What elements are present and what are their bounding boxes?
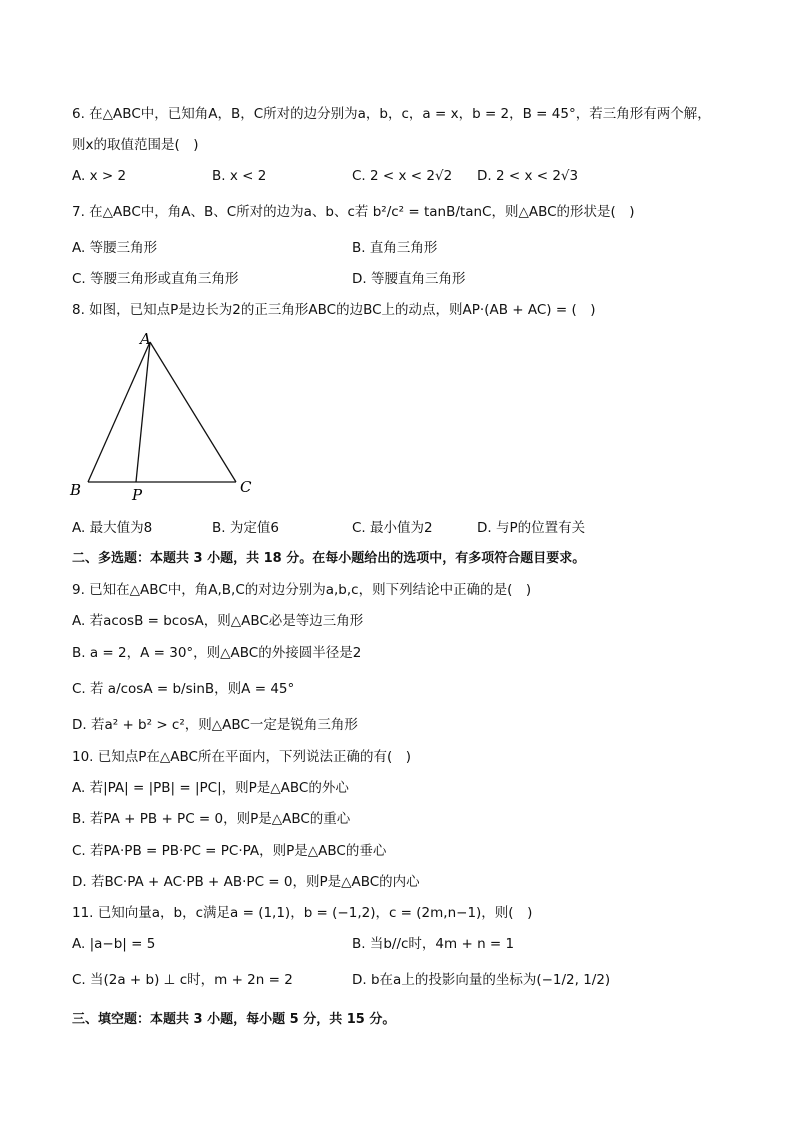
label-c: C [240, 478, 252, 496]
q10-option-a: A. 若|PA| = |PB| = |PC|，则P是△ABC的外心 [72, 780, 349, 796]
q8-option-b: B. 为定值6 [212, 520, 279, 536]
q11-option-d: D. b在a上的投影向量的坐标为(−1/2, 1/2) [352, 972, 611, 988]
q8-option-d: D. 与P的位置有关 [477, 520, 586, 536]
q10-option-d: D. 若BC·PA + AC·PB + AB·PC = 0，则P是△ABC的内心 [72, 874, 420, 890]
q9-option-b: B. a = 2，A = 30°，则△ABC的外接圆半径是2 [72, 645, 362, 661]
q9-option-d: D. 若a² + b² > c²，则△ABC一定是锐角三角形 [72, 717, 358, 733]
q10-stem: 10. 已知点P在△ABC所在平面内，下列说法正确的有( ) [72, 749, 412, 765]
q6-stem-line1: 6. 在△ABC中，已知角A，B，C所对的边分别为a，b，c，a = x，b = 2，B = 45°，若三角形有两个解， [72, 106, 711, 122]
segment-ap [136, 342, 150, 482]
q6-option-d: D. 2 < x < 2√3 [477, 168, 579, 184]
side-ab [88, 342, 150, 482]
q9-stem: 9. 已知在△ABC中，角A,B,C的对边分别为a,b,c，则下列结论中正确的是( ) [72, 582, 532, 598]
q11-stem: 11. 已知向量a，b，c满足a = (1,1)，b = (−1,2)，c = (2m,n−1)，则( ) [72, 905, 533, 921]
q8-option-c: C. 最小值为2 [352, 520, 433, 536]
q7-option-b: B. 直角三角形 [352, 240, 438, 256]
q6-stem-line2: 则x的取值范围是( ) [72, 137, 199, 153]
q9-option-c: C. 若 a/cosA = b/sinB，则A = 45° [72, 681, 295, 697]
q6-option-b: B. x < 2 [212, 168, 267, 184]
q10-option-b: B. 若PA + PB + PC = 0，则P是△ABC的重心 [72, 811, 351, 827]
q11-option-b: B. 当b//c时，4m + n = 1 [352, 936, 515, 952]
q6-option-c: C. 2 < x < 2√2 [352, 168, 453, 184]
q8-stem: 8. 如图，已知点P是边长为2的正三角形ABC的边BC上的动点，则AP·(AB + AC) = ( ) [72, 302, 596, 318]
q6-option-a: A. x > 2 [72, 168, 127, 184]
label-p: P [132, 486, 143, 504]
section-3-heading: 三、填空题：本题共 3 小题，每小题 5 分，共 15 分。 [72, 1012, 396, 1027]
q10-option-c: C. 若PA·PB = PB·PC = PC·PA，则P是△ABC的垂心 [72, 843, 387, 859]
side-ac [150, 342, 236, 482]
q9-option-a: A. 若acosB = bcosA，则△ABC必是等边三角形 [72, 613, 364, 629]
q7-option-c: C. 等腰三角形或直角三角形 [72, 271, 239, 287]
q7-stem: 7. 在△ABC中，角A、B、C所对的边为a、b、c若 b²/c² = tanB/tanC，则△ABC的形状是( ) [72, 204, 635, 220]
q8-option-a: A. 最大值为8 [72, 520, 153, 536]
q7-option-d: D. 等腰直角三角形 [352, 271, 466, 287]
q7-option-a: A. 等腰三角形 [72, 240, 158, 256]
triangle-figure [64, 328, 264, 508]
label-a: A [140, 330, 151, 348]
section-2-heading: 二、多选题：本题共 3 小题，共 18 分。在每小题给出的选项中，有多项符合题目要求。 [72, 551, 586, 566]
label-b: B [70, 481, 82, 499]
q11-option-a: A. |a−b| = 5 [72, 936, 156, 952]
q11-option-c: C. 当(2a + b) ⊥ c时，m + 2n = 2 [72, 972, 293, 988]
